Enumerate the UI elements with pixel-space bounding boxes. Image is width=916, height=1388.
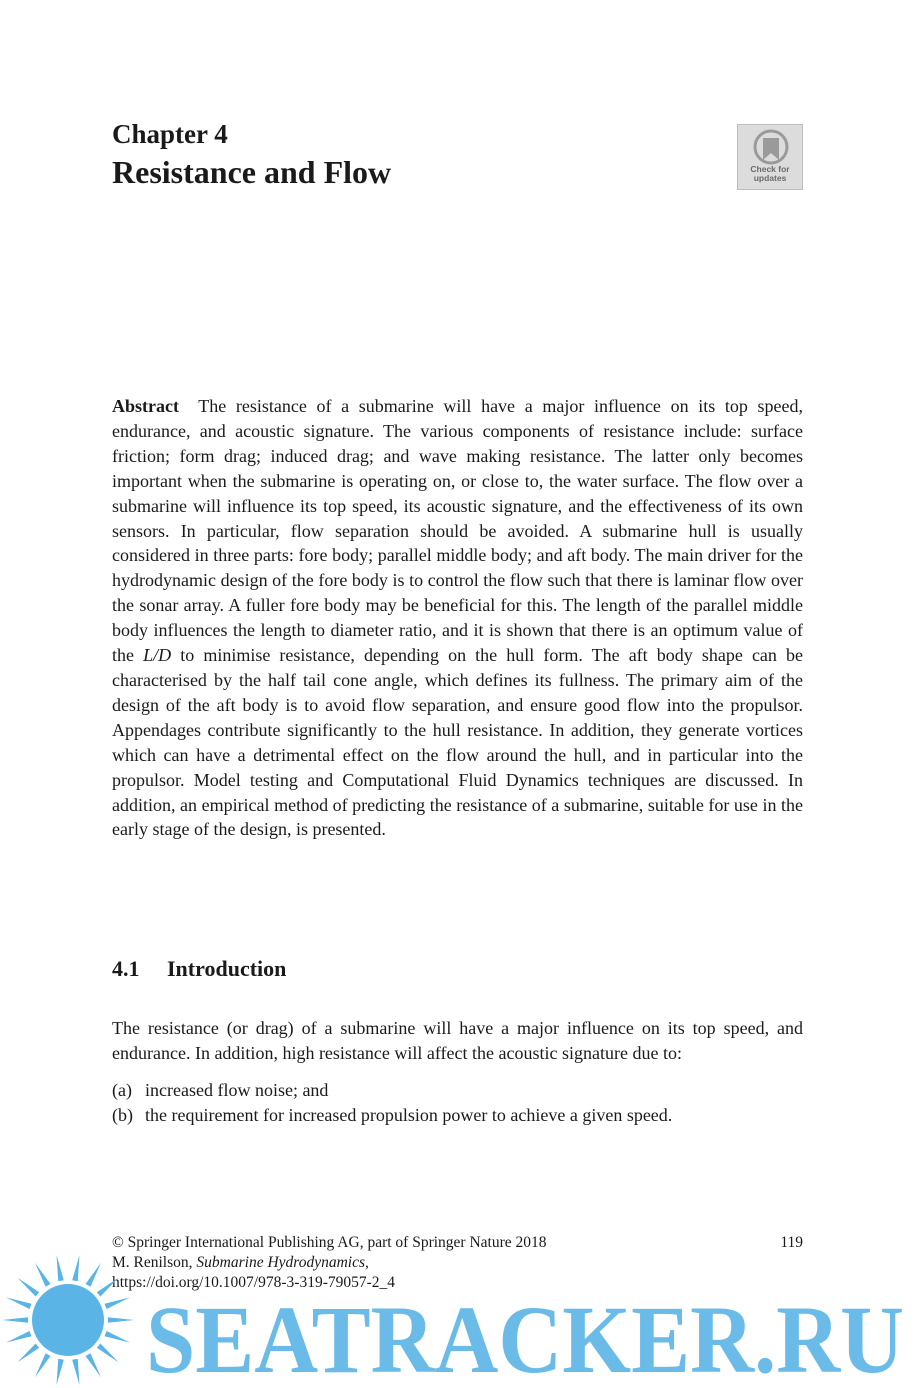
sun-ray <box>97 1278 119 1297</box>
sun-ray <box>35 1353 51 1377</box>
sun-ray <box>86 1353 102 1377</box>
sun-ray <box>86 1263 102 1287</box>
badge-text <box>738 165 802 183</box>
book-title: Submarine Hydrodynamics, <box>196 1254 369 1271</box>
sun-ray <box>108 1317 134 1323</box>
sun-ray <box>97 1344 119 1363</box>
list-item <box>112 1078 803 1103</box>
section-title: Introduction <box>167 956 287 981</box>
sun-ray <box>2 1317 28 1323</box>
sun-ray <box>72 1255 79 1281</box>
abstract-text-part-2: to minimise resistance, depending on the hull form. The aft body shape can be characterised by the half tail cone angle, which defines its fullness. The primary aim of the design of the aft body is to avoid flow separation, and ensure good flow into the propulsor. Appendages contribute significantly to the hull resistance. In addition, they generate vortices which can have a detrimental effect on the flow around the hull, and in particular into the propulsor. Model testing and Computational Fluid Dynamics techniques are discussed. In addition, an empirical method of predicting the resistance of a submarine, suitable for use in the early stage of the design, is presented. <box>112 645 804 840</box>
list-item-label: (a) <box>112 1080 132 1100</box>
sun-ray <box>17 1278 39 1297</box>
list-item <box>112 1103 803 1128</box>
abstract-paragraph <box>112 394 803 842</box>
chapter-title: Resistance and Flow <box>112 154 392 190</box>
abstract-heading: Abstract <box>112 396 179 416</box>
sun-ray <box>6 1331 32 1343</box>
watermark-text: SEATRACKER.RU <box>146 1286 904 1388</box>
chapter-label: Chapter 4 <box>112 119 228 149</box>
page-number: 119 <box>780 1234 803 1251</box>
sun-ray <box>72 1359 79 1385</box>
section-heading <box>112 955 286 983</box>
abstract-text-part-1: The resistance of a submarine will have a major influence on its top speed, endurance, and acoustic signature. The various components of resistance include: surface friction; form drag; induced drag; and wave making resistance. The latter only becomes important when the submarine is operating on, or close to, the water surface. The flow over a submarine will influence its top speed, its acoustic signature, and the effectiveness of its own sensors. In particular, flow separation should be avoided. A submarine hull is usually considered in three parts: fore body; parallel middle body; and aft body. The main driver for the hydrodynamic design of the fore body is to control the flow such that there is laminar flow over the sonar array. A fuller fore body may be beneficial for this. The length of the parallel middle body influences the length to diameter ratio, and it is shown that there is an optimum value of the <box>112 396 803 666</box>
sun-ray <box>57 1255 64 1281</box>
badge-text-line-2: updates <box>753 173 787 183</box>
sun-ray <box>35 1263 51 1287</box>
intro-paragraph: The resistance (or drag) of a submarine will have a major influence on its top speed, and endurance. In addition, high resistance will affect the acoustic signature due to: <box>112 1018 803 1063</box>
sun-ray <box>105 1297 131 1309</box>
author-name: M. Renilson, <box>112 1254 193 1271</box>
list-item-text: the requirement for increased propulsion power to achieve a given speed. <box>145 1105 673 1125</box>
sun-ray <box>57 1359 64 1385</box>
ld-ratio: L/D <box>143 645 172 666</box>
badge-text-line-1: Check for <box>750 164 790 174</box>
sun-ray <box>105 1331 131 1343</box>
bookmark-ribbon-icon <box>751 129 791 165</box>
doi-link[interactable]: https://doi.org/10.1007/978-3-319-79057-2_4 <box>112 1274 396 1291</box>
reason-list <box>112 1078 803 1128</box>
watermark <box>0 1252 916 1388</box>
list-item-label: (b) <box>112 1105 133 1125</box>
sun-icon <box>2 1255 134 1385</box>
section-number: 4.1 <box>112 956 140 981</box>
sun-ray <box>6 1297 32 1309</box>
sun-ray <box>17 1344 39 1363</box>
copyright-line: © Springer International Publishing AG, part of Springer Nature 2018 <box>112 1234 547 1251</box>
list-item-text: increased flow noise; and <box>145 1080 329 1100</box>
check-for-updates-badge[interactable] <box>737 124 803 190</box>
